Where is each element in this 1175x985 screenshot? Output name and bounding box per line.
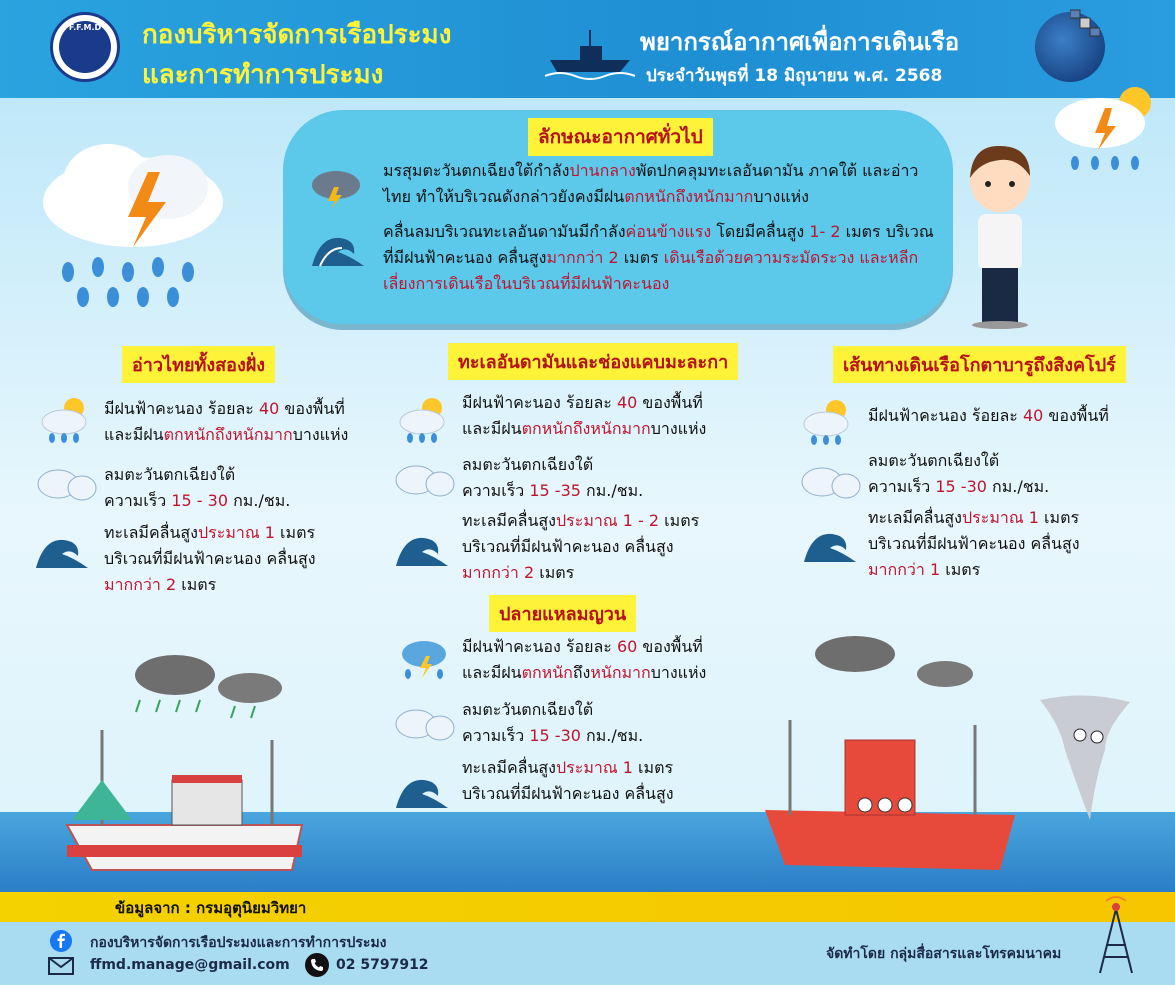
data-source-text: ข้อมูลจาก : กรมอุตุนิยมวิทยา [115, 899, 307, 917]
highlight-text: มากกว่า 2 [546, 248, 619, 267]
text-segment: มรสุมตะวันตกเฉียงใต้กำลัง [383, 161, 570, 180]
text-segment: คลื่นลมบริเวณทะเลอันดามันมีกำลัง [383, 222, 626, 241]
highlight-text: ประมาณ 1 [555, 758, 633, 777]
text-segment: บางแห่ง [650, 419, 707, 438]
cape-wind-text [462, 697, 762, 749]
highlight-text: 60 [616, 637, 638, 656]
phone-icon[interactable] [305, 953, 329, 977]
highlight-text: 40 [258, 399, 280, 418]
text-segment: ลมตะวันตกเฉียงใต้ [462, 700, 594, 719]
text-segment: ทะเลมีคลื่นสูง [104, 523, 198, 542]
text-segment: บางแห่ง [753, 187, 809, 206]
email-icon[interactable] [48, 957, 74, 975]
text-segment: ของพื้นที่ [1043, 406, 1109, 425]
text-segment: บริเวณที่มีฝนฟ้าคะนอง คลื่นสูง [868, 534, 1080, 553]
general-wave-text [383, 219, 943, 297]
general-title: ลักษณะอากาศทั่วไป [528, 118, 713, 156]
text-segment: เมตร บริเวณที่มีฝนฟ้าคะนอง คลื่นสูง [383, 222, 934, 267]
route-rain-text [868, 403, 1158, 429]
text-segment: ของพื้นที่ [637, 637, 703, 656]
wind-cloud-icon [798, 464, 862, 504]
logo-text: F.F.M.D [68, 23, 102, 32]
text-segment: มีฝนฟ้าคะนอง ร้อยละ [462, 637, 617, 656]
text-segment: เมตร [632, 758, 674, 777]
highlight-text: ปานกลาง [569, 161, 636, 180]
forecast-title: พยากรณ์อากาศเพื่อการเดินเรือ [640, 28, 960, 56]
facebook-page-name[interactable]: กองบริหารจัดการเรือประมงและการทำการประมง [90, 935, 387, 951]
wind-cloud-icon [392, 462, 456, 502]
tornado-icon [1035, 690, 1135, 830]
made-by-text: จัดทำโดย กลุ่มสื่อสารและโทรคมนาคม [826, 946, 1062, 962]
text-segment: โดยมีคลื่นสูง [711, 222, 810, 241]
text-segment: เมตร [274, 523, 316, 542]
cape-rain-text [462, 634, 762, 686]
text-segment: ของพื้นที่ [279, 399, 345, 418]
text-segment: บริเวณที่มีฝนฟ้าคะนอง คลื่นสูง [104, 549, 316, 568]
highlight-text: หนักมาก [590, 663, 651, 682]
storm-clouds-icon [805, 632, 985, 702]
highlight-text: ตกหนักถึงหนักมาก [163, 425, 293, 444]
highlight-text: ประมาณ 1 [961, 508, 1039, 527]
highlight-text: เดินเรือด้วยความระมัดระวง และหลีกเลี่ยงการเดินเรือในบริเวณที่มีฝนฟ้าคะนอง [383, 248, 919, 293]
general-monsoon-text [383, 158, 943, 210]
highlight-text: ตกหนักถึงหนักมาก [521, 419, 651, 438]
text-segment: บริเวณที่มีฝนฟ้าคะนอง คลื่นสูง [462, 537, 674, 556]
text-segment: เมตร [618, 248, 664, 267]
text-segment: ลมตะวันตกเฉียงใต้ [462, 455, 594, 474]
andaman-wind-text [462, 452, 762, 504]
wave-icon [310, 226, 366, 272]
sun-rain-cloud-icon [800, 396, 858, 446]
fishing-boat-right-illustration [760, 720, 1025, 875]
text-segment: กม./ชม. [580, 726, 644, 745]
text-segment: ความเร็ว [104, 491, 172, 510]
route-wind-text [868, 448, 1158, 500]
text-segment: เมตร [1038, 508, 1080, 527]
route-title: เส้นทางเดินเรือโกตาบารูถึงสิงคโปร์ [833, 346, 1126, 383]
highlight-text: ค่อนข้างแรง [625, 222, 712, 241]
text-segment: พัดปกคลุมทะเลอันดามัน ภาคใต้ และอ่าวไทย ทำให้บริเวณดังกล่าวยังคงมีฝน [383, 161, 919, 206]
thunderstorm-icon [308, 165, 364, 209]
cape-title: ปลายแหลมญวน [489, 595, 636, 632]
gulf-rain-text [104, 396, 384, 448]
sun-rain-cloud-icon [38, 394, 96, 444]
text-segment: เมตร [940, 560, 981, 579]
highlight-text: 40 [616, 393, 638, 412]
highlight-text: ประมาณ 1 - 2 [555, 511, 660, 530]
text-segment: บางแห่ง [292, 425, 349, 444]
route-wave-text [868, 505, 1158, 583]
wave-icon [394, 768, 452, 814]
facebook-icon[interactable] [50, 930, 72, 952]
text-segment: กม./ชม. [228, 491, 291, 510]
wave-icon [394, 526, 452, 572]
wind-cloud-icon [34, 466, 98, 506]
storm-clouds-icon [120, 650, 290, 720]
text-segment: กม./ชม. [986, 477, 1050, 496]
highlight-text: มากกว่า 2 [104, 575, 177, 594]
highlight-text: ประมาณ 1 [197, 523, 275, 542]
highlight-text: 15 -30 [935, 477, 987, 496]
rain-cloud-icon [396, 636, 454, 682]
org-name-line1: กองบริหารจัดการเรือประมง [142, 20, 452, 50]
highlight-text: 15 - 30 [171, 491, 229, 510]
ffmd-logo [50, 12, 120, 82]
text-segment: ความเร็ว [462, 726, 530, 745]
satellite-icon [1070, 8, 1100, 38]
andaman-wave-text [462, 508, 762, 586]
wind-cloud-icon [392, 706, 456, 746]
text-segment: ของพื้นที่ [637, 393, 703, 412]
fishing-boat-left-illustration [62, 730, 312, 875]
highlight-text: 15 -35 [529, 481, 581, 500]
text-segment: ลมตะวันตกเฉียงใต้ [104, 465, 236, 484]
rain-cloud-sun-icon [1050, 78, 1165, 188]
text-segment: ความเร็ว [868, 477, 936, 496]
gulf-title: อ่าวไทยทั้งสองฝั่ง [122, 346, 275, 383]
wave-icon [34, 528, 92, 574]
text-segment: กม./ชม. [580, 481, 644, 500]
text-segment: มีฝนฟ้าคะนอง ร้อยละ [868, 406, 1023, 425]
gulf-wave-text [104, 520, 384, 598]
text-segment: มีฝนฟ้าคะนอง ร้อยละ [104, 399, 259, 418]
text-segment: ทะเลมีคลื่นสูง [462, 758, 556, 777]
text-segment: ทะเลมีคลื่นสูง [462, 511, 556, 530]
boat-silhouette-icon [545, 30, 635, 80]
highlight-text: ตกหนักถึงหนักมาก [624, 187, 754, 206]
text-segment: ความเร็ว [462, 481, 530, 500]
text-segment: เมตร [534, 563, 575, 582]
text-segment: และมีฝน [462, 663, 522, 682]
email-address[interactable]: ffmd.manage@gmail.com [90, 957, 290, 973]
text-segment: ถึง [572, 663, 591, 682]
text-segment: และมีฝน [104, 425, 164, 444]
text-segment: เมตร [659, 511, 700, 530]
highlight-text: มากกว่า 1 [868, 560, 941, 579]
highlight-text: 15 -30 [529, 726, 581, 745]
text-segment: มีฝนฟ้าคะนอง ร้อยละ [462, 393, 617, 412]
org-name-line2: และการทำการประมง [142, 60, 384, 90]
highlight-text: ตกหนัก [521, 663, 573, 682]
text-segment: บางแห่ง [650, 663, 707, 682]
text-segment: และมีฝน [462, 419, 522, 438]
radio-tower-icon [1092, 895, 1140, 975]
andaman-title: ทะเลอันดามันและช่องแคบมะละกา [448, 343, 738, 380]
highlight-text: 40 [1022, 406, 1044, 425]
gulf-wind-text [104, 462, 384, 514]
text-segment: ลมตะวันตกเฉียงใต้ [868, 451, 1000, 470]
wave-icon [802, 522, 860, 568]
highlight-text: มากกว่า 2 [462, 563, 535, 582]
phone-number[interactable]: 02 5797912 [336, 957, 429, 973]
text-segment: ทะเลมีคลื่นสูง [868, 508, 962, 527]
text-segment: บริเวณที่มีฝนฟ้าคะนอง คลื่นสูง [462, 784, 674, 803]
sun-rain-cloud-icon [396, 394, 454, 444]
highlight-text: 1- 2 [809, 222, 841, 241]
text-segment: เมตร [176, 575, 217, 594]
officer-character-illustration [960, 140, 1040, 330]
storm-cloud-icon [28, 132, 243, 312]
andaman-rain-text [462, 390, 762, 442]
forecast-date: ประจำวันพุธที่ 18 มิถุนายน พ.ศ. 2568 [646, 66, 943, 86]
